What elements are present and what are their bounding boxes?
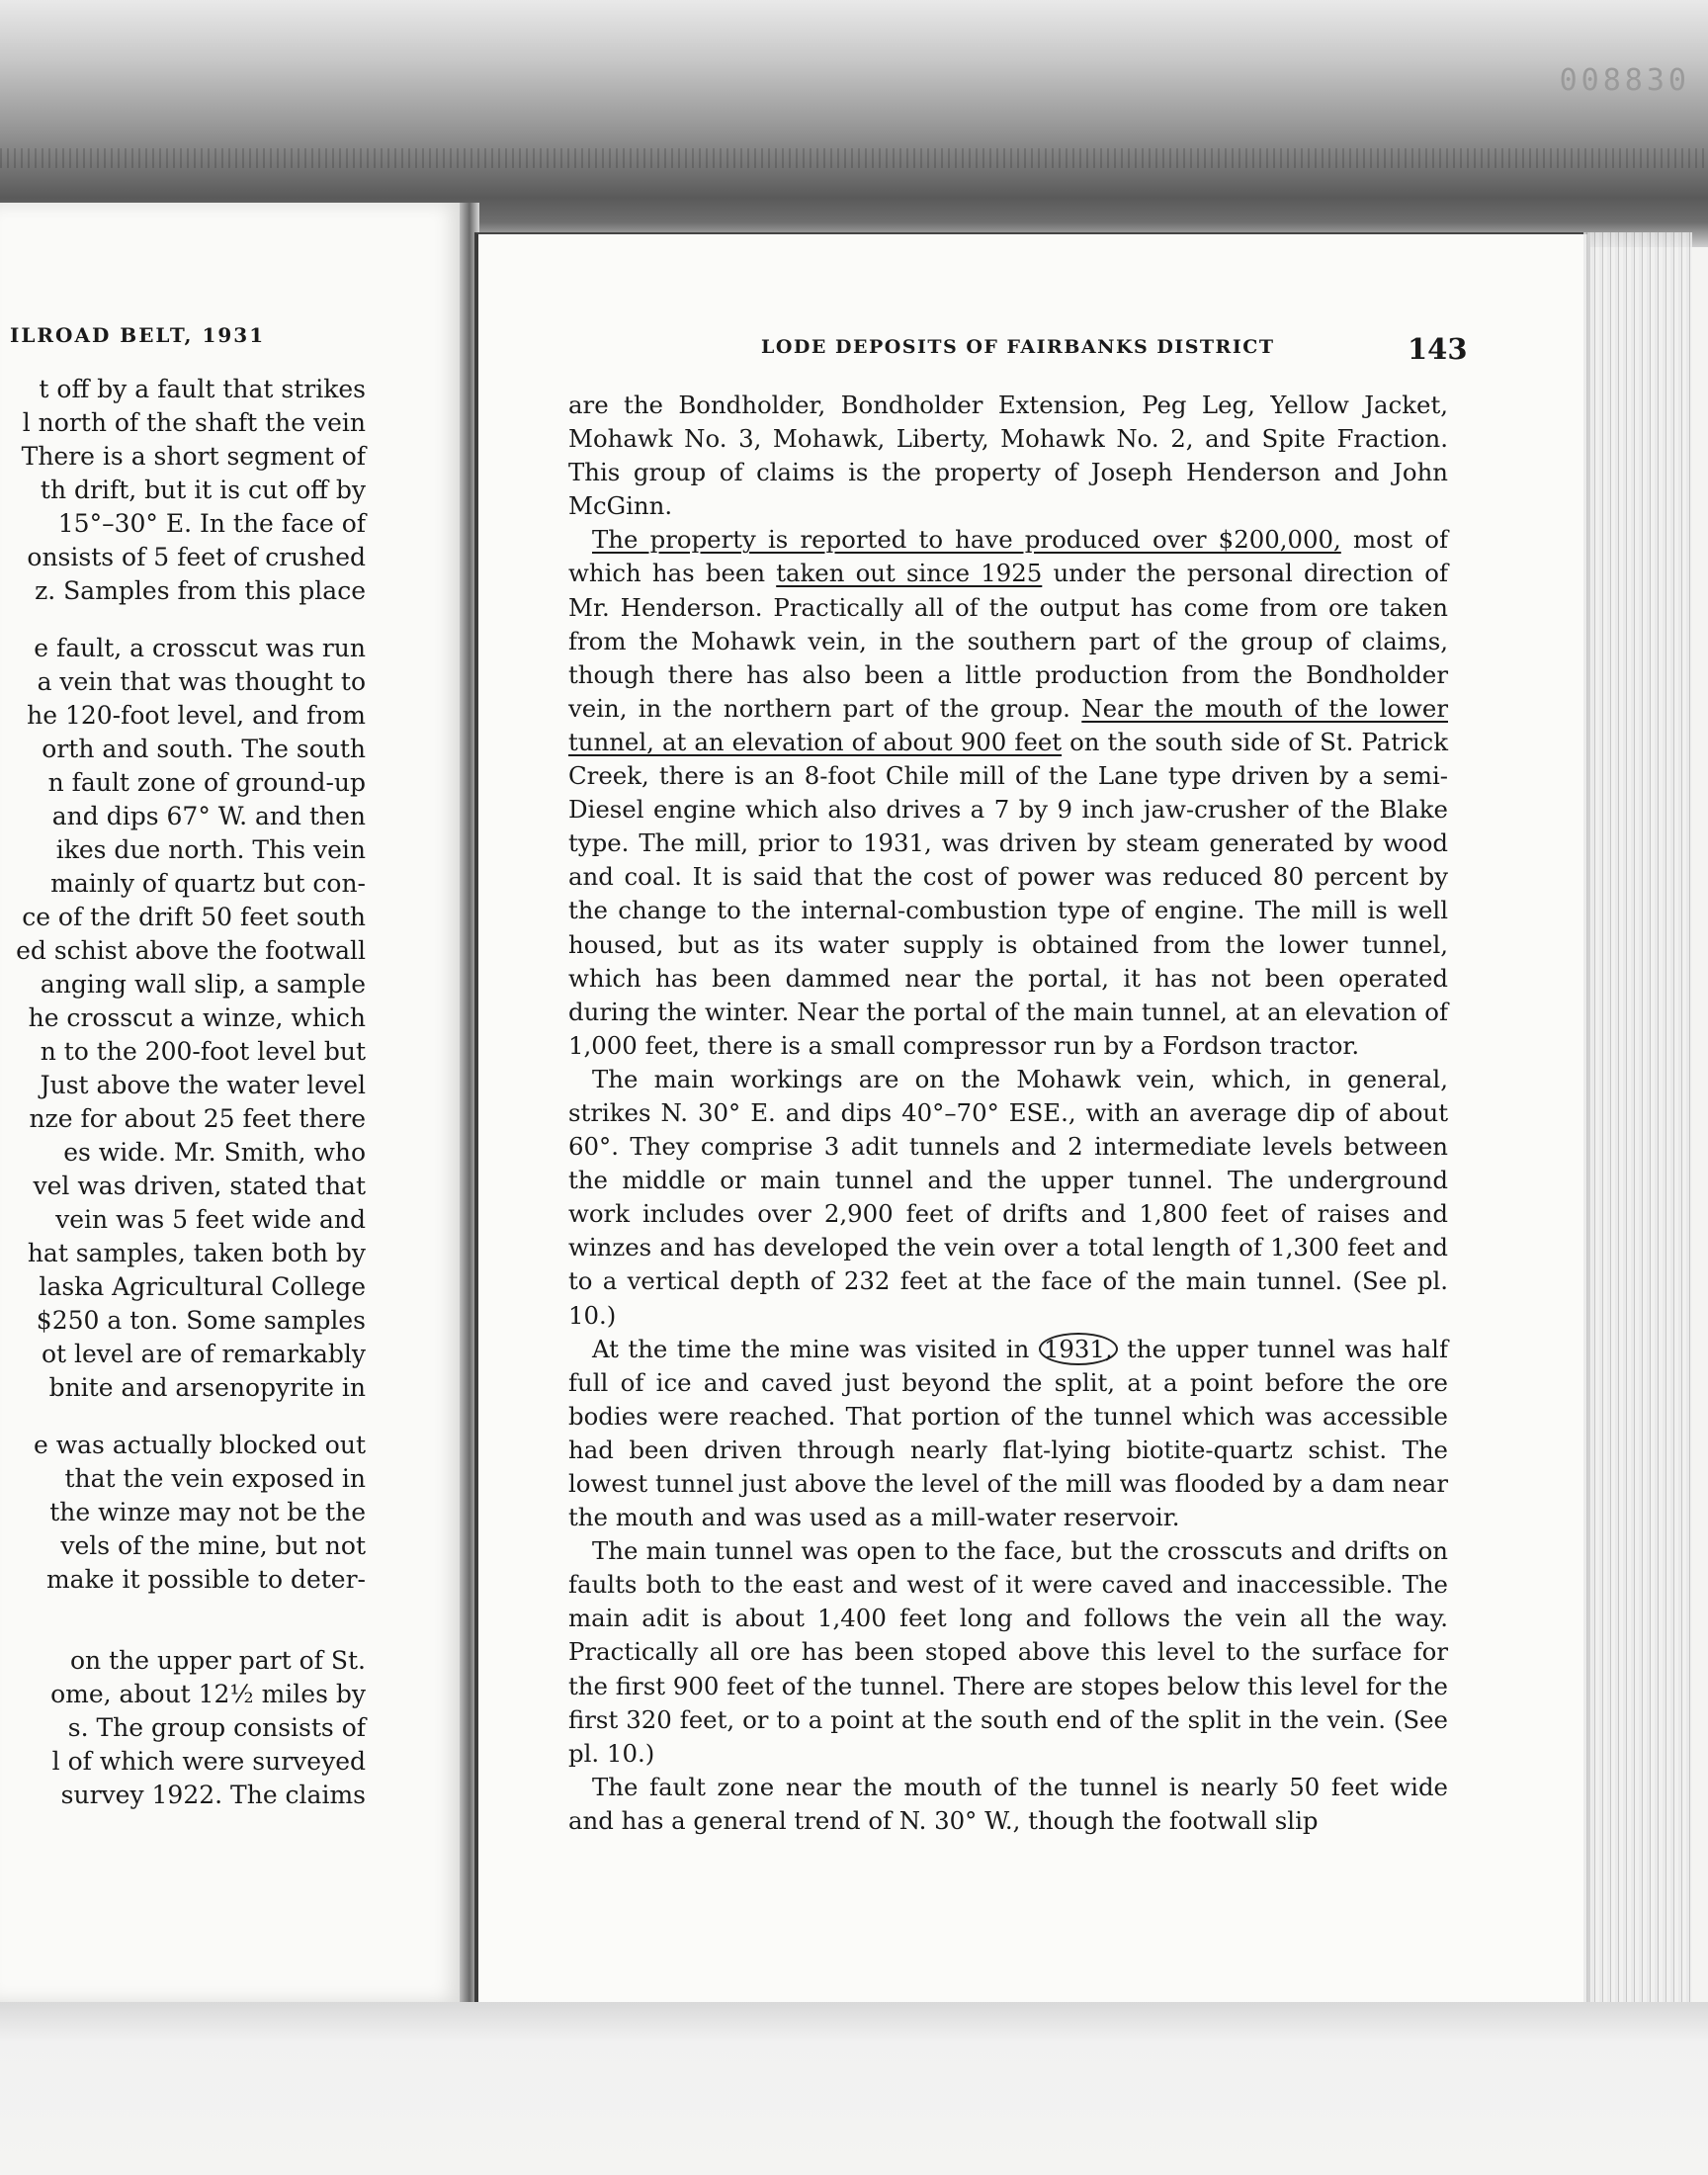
scan-stamp: 008830 bbox=[1559, 63, 1690, 98]
left-text-line: Just above the water level bbox=[40, 1071, 366, 1099]
right-page-text bbox=[568, 389, 1448, 1838]
left-text-line: s. The group consists of bbox=[67, 1713, 366, 1742]
left-text-line: vein was 5 feet wide and bbox=[55, 1205, 366, 1234]
line-gap bbox=[0, 1597, 366, 1620]
paragraph-5: The main tunnel was open to the face, but the crosscuts and drifts on faults both to the east and west of it were caved and inaccessible. The main adit is about 1,400 feet long and follows the vein all the way. Practically all ore has been stoped above this level to the surface for the first 900 feet of the tunnel. There are stopes below this level for the first 320 feet, or to a point at the south end of the split in the vein. (See pl. 10.) bbox=[568, 1536, 1448, 1768]
left-text-line: laska Agricultural College bbox=[39, 1272, 366, 1301]
page-edges bbox=[1583, 232, 1692, 2175]
left-text-line: vel was driven, stated that bbox=[33, 1172, 366, 1200]
left-text-line: ot level are of remarkably bbox=[41, 1340, 366, 1368]
text-span: most of which has been bbox=[568, 525, 1448, 588]
left-text-line: orth and south. The south bbox=[42, 735, 366, 763]
left-text-line: nze for about 25 feet there bbox=[29, 1104, 366, 1133]
text-span: under the personal direction of Mr. Henderson. Practically all of the output has come from ore taken from the Mohawk vein, in the southern part of the group of claims, though there has also been a little production from the Bondholder vein, in the northern part of the group. bbox=[568, 559, 1448, 723]
left-text-line: that the vein exposed in bbox=[64, 1464, 366, 1493]
left-text-line: vels of the mine, but not bbox=[60, 1531, 366, 1560]
underlined-passage-3: Near the mouth of the lower tunnel, at an elevation of about 900 feet bbox=[568, 693, 1448, 756]
paragraph-1: are the Bondholder, Bondholder Extension, Peg Leg, Yellow Jacket, Mohawk No. 3, Mohawk, Liberty, Mohawk No. 2, and Spite Fraction. This group of claims is the property of Joseph Henderson and John McGinn. bbox=[568, 391, 1448, 521]
paragraph-3: The main workings are on the Mohawk vein, which, in general, strikes N. 30° E. and dips 40°–70° ESE., with an average dip of about 60°. They comprise 3 adit tunnels and 2 intermediate levels between the middle or main tunnel and the upper tunnel. The underground work includes over 2,900 feet of drifts and 1,800 feet of raises and winzes and has developed the vein over a total length of 1,300 feet and to a vertical depth of 232 feet at the face of the main tunnel. (See pl. 10.) bbox=[568, 1064, 1448, 1330]
paragraph-6: The fault zone near the mouth of the tunnel is nearly 50 feet wide and has a general trend of N. 30° W., though the footwall slip bbox=[568, 1772, 1448, 1835]
left-page bbox=[0, 203, 465, 2002]
left-running-head: ILROAD BELT, 1931 bbox=[10, 323, 266, 347]
left-text-line: and dips 67° W. and then bbox=[51, 802, 366, 830]
paragraph-4 bbox=[568, 1333, 1448, 1535]
left-text-line: $250 a ton. Some samples bbox=[36, 1306, 366, 1335]
left-text-line: There is a short segment of bbox=[21, 442, 366, 471]
text-span: on the south side of St. Patrick Creek, there is an 8-foot Chile mill of the Lane type driven by a semi-Diesel engine which also drives a 7 by 9 inch jaw-crusher of the Blake type. The mill, prior to 1931, was driven by steam generated by wood and coal. It is said that the cost of power was reduced 80 percent by the change to the internal-combustion type of engine. The mill is well housed, but as its water supply is obtained from the lower tunnel, which has been dammed near the portal, it has not been operated during the winter. Near the portal of the main tunnel, at an elevation of 1,000 feet, there is a small compressor run by a Fordson tractor. bbox=[568, 727, 1448, 1060]
left-text-line: bnite and arsenopyrite in bbox=[48, 1373, 366, 1402]
left-text-line: n fault zone of ground-up bbox=[47, 768, 366, 797]
left-text-line: e was actually blocked out bbox=[34, 1431, 366, 1459]
left-text-line: make it possible to deter- bbox=[45, 1565, 366, 1594]
left-text-line: anging wall slip, a sample bbox=[40, 970, 366, 999]
left-text-line: t off by a fault that strikes bbox=[39, 375, 366, 403]
left-text-line: 15°–30° E. In the face of bbox=[57, 509, 366, 538]
left-text-line: z. Samples from this place bbox=[35, 576, 366, 605]
left-text-line: l of which were surveyed bbox=[51, 1747, 366, 1776]
left-text-line: onsists of 5 feet of crushed bbox=[27, 543, 366, 571]
left-text-line: e fault, a crosscut was run bbox=[34, 634, 366, 662]
left-text-line: ikes due north. This vein bbox=[55, 835, 366, 864]
left-text-line: hat samples, taken both by bbox=[27, 1239, 366, 1267]
text-span: At the time the mine was visited in bbox=[592, 1334, 1039, 1363]
left-text-line: a vein that was thought to bbox=[37, 667, 366, 696]
scan-bottom-band bbox=[0, 2002, 1708, 2175]
left-text-line: on the upper part of St. bbox=[69, 1646, 366, 1675]
text-span: the upper tunnel was half full of ice and caved just beyond the split, at a point before the ore bodies were reached. That portion of the tunnel which was accessible had been driven through nearly flat-lying biotite-quartz schist. The lowest tunnel just above the level of the mill was flooded by a dam near the mouth and was used as a mill-water reservoir. bbox=[568, 1334, 1448, 1532]
line-gap bbox=[0, 1405, 366, 1429]
paragraph-2 bbox=[568, 523, 1448, 1063]
left-text-line: mainly of quartz but con- bbox=[50, 869, 366, 898]
running-head: LODE DEPOSITS OF FAIRBANKS DISTRICT bbox=[761, 336, 1275, 358]
circled-year: 1931, bbox=[1039, 1333, 1118, 1365]
left-text-line: n to the 200-foot level but bbox=[40, 1037, 366, 1066]
left-text-line: ce of the drift 50 feet south bbox=[22, 903, 366, 931]
left-text-line: ed schist above the footwall bbox=[16, 936, 366, 965]
left-text-line: th drift, but it is cut off by bbox=[40, 476, 366, 504]
left-text-line: ome, about 12½ miles by bbox=[50, 1680, 366, 1708]
left-text-line: the winze may not be the bbox=[49, 1498, 366, 1526]
left-text-line: he 120-foot level, and from bbox=[27, 701, 366, 730]
left-text-line: he crosscut a winze, which bbox=[28, 1003, 366, 1032]
line-gap bbox=[0, 1620, 366, 1644]
underlined-passage-1: The property is reported to have produced over $200,000, bbox=[592, 525, 1341, 555]
line-gap bbox=[0, 608, 366, 632]
left-text-line: survey 1922. The claims bbox=[60, 1781, 366, 1809]
left-text-line: es wide. Mr. Smith, who bbox=[63, 1138, 366, 1167]
underlined-passage-2: taken out since 1925 bbox=[776, 559, 1043, 588]
left-page-text bbox=[0, 373, 366, 1812]
page-number: 143 bbox=[1408, 332, 1468, 366]
left-text-line: l north of the shaft the vein bbox=[22, 408, 366, 437]
